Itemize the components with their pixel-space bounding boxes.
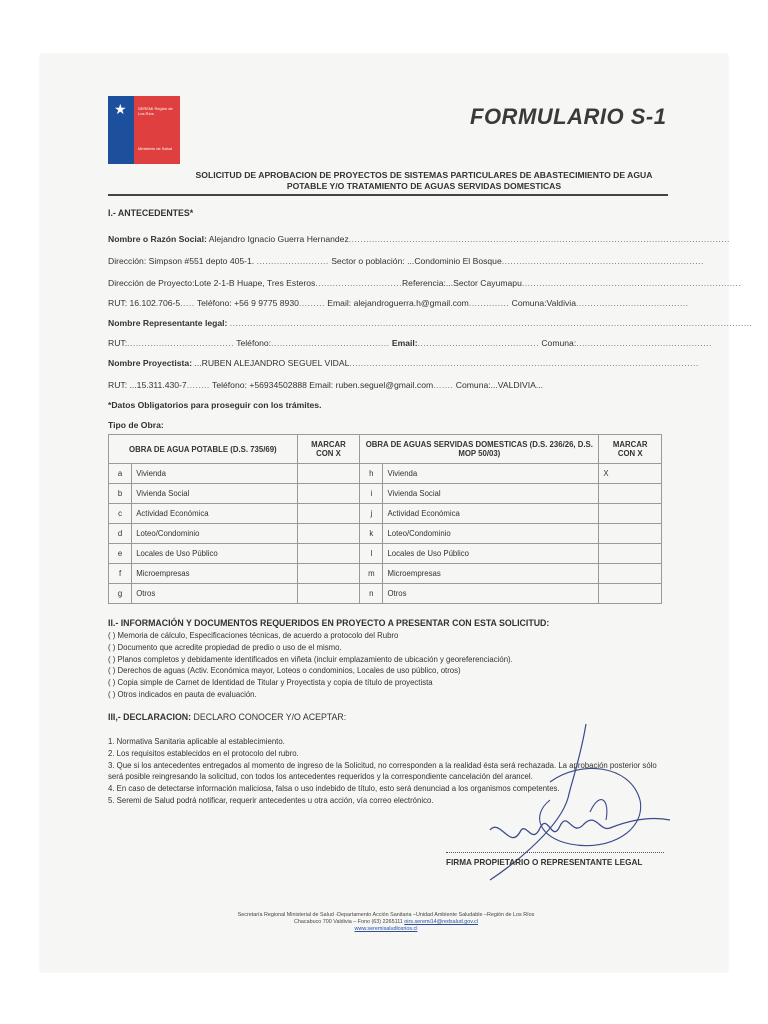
mark-cell[interactable] — [297, 584, 360, 604]
row-letter: i — [360, 484, 383, 504]
header-agua-potable: OBRA DE AGUA POTABLE (D.S. 735/69) — [109, 435, 298, 464]
signature-line — [446, 852, 664, 853]
telefono-label: Teléfono: — [196, 298, 232, 308]
sector-value: ...Condominio El Bosque — [407, 256, 502, 266]
declaration-item: 1. Normativa Sanitaria aplicable al establecimiento. — [108, 737, 285, 746]
table-row — [109, 504, 662, 524]
proy-email-value: ruben.seguel@gmail.com — [335, 380, 434, 390]
row-letter: k — [360, 524, 383, 544]
row-description: Vivienda — [132, 464, 297, 484]
logo-brand-text: SEREMI Región de Los Ríos — [138, 106, 173, 116]
proy-rut-label: RUT: — [108, 380, 128, 390]
mark-cell[interactable] — [599, 564, 662, 584]
proy-telefono-label: Teléfono: — [212, 380, 247, 390]
row-description: Microempresas — [132, 564, 297, 584]
representante-label: Nombre Representante legal: — [108, 318, 228, 328]
requirement-item: ( ) Planos completos y debidamente identificados en viñeta (incluir emplazamiento de ubicación y georeferenciación). — [108, 654, 513, 664]
row-letter: g — [109, 584, 132, 604]
section2-heading: II.- INFORMACIÓN Y DOCUMENTOS REQUERIDOS EN PROYECTO A PRESENTAR CON ESTA SOLICITUD: — [108, 618, 550, 628]
table-row — [109, 544, 662, 564]
table-header-row — [109, 435, 662, 464]
mark-cell[interactable] — [297, 504, 360, 524]
declaration-item: 2. Los requisitos establecidos en el protocolo del rubro. — [108, 748, 299, 758]
declaration-item: 3. Que si los antecedentes entregados al momento de ingreso de la Solicitud, no corresponden a la realidad ésta será rechazada. La aprobación posterior sólo será posible reingresando la solicitud, con todos los antecedentes requeridos y la correspondiente cancelación del arancel. — [108, 760, 657, 782]
mark-cell[interactable]: X — [599, 464, 662, 484]
rep-email-label: Email: — [391, 338, 418, 348]
dirproyecto-value: Lote 2-1-B Huape, Tres Esteros — [194, 278, 316, 288]
email-value: alejandroguerra.h@gmail.com — [353, 298, 469, 308]
requirement-item: ( ) Documento que acredite propiedad de predio o uso de el mismo. — [108, 642, 342, 652]
row-description: Locales de Uso Público — [383, 544, 599, 564]
proy-telefono-value: +56934502888 — [249, 380, 307, 390]
mark-cell[interactable] — [297, 564, 360, 584]
row-letter: a — [109, 464, 132, 484]
header-marcar-right: MARCAR CON X — [599, 435, 662, 464]
section3-heading — [108, 712, 346, 722]
table-row — [109, 524, 662, 544]
page-footer — [176, 912, 596, 933]
representante-row: Nombre Representante legal: ..................................................................................................................................................................................... — [108, 318, 753, 328]
proy-rut-value: ...15.311.430-7 — [129, 380, 187, 390]
declaration-item: 5. Seremi de Salud podrá notificar, requerir antecedentes u otra acción, vía correo electrónico. — [108, 795, 434, 805]
table-row — [109, 464, 662, 484]
mark-cell[interactable] — [297, 524, 360, 544]
mark-cell[interactable] — [599, 484, 662, 504]
section3-heading-bold: III,- DECLARACION: — [108, 712, 192, 722]
requirement-item: ( ) Derechos de aguas (Activ. Económica mayor, Loteos o condominios, Locales de uso público, otros) — [108, 666, 461, 676]
row-description: Microempresas — [383, 564, 599, 584]
direccion-value: Simpson #551 depto 405-1. — [148, 256, 255, 266]
footer-line2: Chacabuco 700 Valdivia – Fono (63) 2265111 — [294, 919, 405, 925]
footer-website-link[interactable]: www.seremisaludlosrios.cl — [354, 926, 418, 932]
row-letter: m — [360, 564, 383, 584]
rep-rut-label: RUT: — [108, 338, 128, 348]
mark-cell[interactable] — [599, 584, 662, 604]
row-letter: e — [109, 544, 132, 564]
telefono-value: +56 9 9775 8930 — [234, 298, 299, 308]
referencia-label: Referencia: — [401, 278, 446, 288]
sector-label: Sector o población: — [331, 256, 405, 266]
row-description: Actividad Económica — [132, 504, 297, 524]
direccion-label: Dirección: — [108, 256, 147, 266]
nombre-label: Nombre o Razón Social: — [108, 234, 207, 244]
comuna-label: Comuna: — [511, 298, 547, 308]
proy-comuna-label: Comuna: — [455, 380, 491, 390]
rep-telefono-label: Teléfono: — [236, 338, 272, 348]
table-row — [109, 484, 662, 504]
proyectista-label: Nombre Proyectista: — [108, 358, 193, 368]
mark-cell[interactable] — [297, 464, 360, 484]
comuna-value: Valdivia — [546, 298, 576, 308]
logo-red-band — [134, 96, 180, 164]
star-icon: ★ — [114, 101, 127, 117]
mandatory-note: *Datos Obligatorios para proseguir con los trámites. — [108, 400, 322, 410]
row-letter: j — [360, 504, 383, 524]
dirproyecto-label: Dirección de Proyecto: — [108, 278, 195, 288]
row-description: Locales de Uso Público — [132, 544, 297, 564]
header-marcar-left: MARCAR CON X — [297, 435, 360, 464]
form-title: FORMULARIO S-1 — [470, 104, 667, 129]
row-letter: b — [109, 484, 132, 504]
mark-cell[interactable] — [599, 524, 662, 544]
tipo-obra-table — [108, 434, 662, 604]
rep-comuna-label: Comuna: — [541, 338, 577, 348]
mark-cell[interactable] — [599, 504, 662, 524]
rut-value: 16.102.706-5 — [129, 298, 181, 308]
table-row — [109, 564, 662, 584]
rut-label: RUT: — [108, 298, 128, 308]
mark-cell[interactable] — [297, 544, 360, 564]
section2-list — [108, 630, 668, 701]
row-letter: c — [109, 504, 132, 524]
footer-line1: Secretaría Regional Ministerial de Salud -Departamento Acción Sanitaria –Unidad Ambiente Saludable –Región de Los Ríos — [237, 912, 535, 918]
requirement-item: ( ) Memoria de cálculo, Especificaciones técnicas, de acuerdo a protocolo del Rubro — [108, 631, 399, 640]
email-label: Email: — [327, 298, 352, 308]
requirement-item: ( ) Copia simple de Carnet de Identidad de Titular y Proyectista y copia de título de proyectista — [108, 678, 433, 688]
mark-cell[interactable] — [599, 544, 662, 564]
row-description: Vivienda Social — [383, 484, 599, 504]
row-letter: l — [360, 544, 383, 564]
row-description: Vivienda Social — [132, 484, 297, 504]
requirement-item: ( ) Otros indicados en pauta de evaluación. — [108, 689, 257, 699]
row-description: Loteo/Condominio — [132, 524, 297, 544]
form-subtitle: SOLICITUD DE APROBACION DE PROYECTOS DE SISTEMAS PARTICULARES DE ABASTECIMIENTO DE AGUA POTABLE Y/O TRATAMIENTO DE AGUAS SERVIDAS DOMESTICAS — [195, 170, 653, 191]
row-letter: d — [109, 524, 132, 544]
row-letter: f — [109, 564, 132, 584]
row-description: Otros — [132, 584, 297, 604]
logo-ministry-text: Ministerio de Salud — [138, 146, 173, 151]
proyectista-value: ...RUBEN ALEJANDRO SEGUEL VIDAL — [194, 358, 350, 368]
header-aguas-servidas: OBRA DE AGUAS SERVIDAS DOMESTICAS (D.S. 236/26, D.S. MOP 50/03) — [360, 435, 599, 464]
nombre-row: Nombre o Razón Social: Alejandro Ignacio Guerra Hernandez.................................................................................................................................... — [108, 234, 730, 244]
seremi-logo — [108, 96, 180, 164]
representante-contacto-row: RUT:..................................... Teléfono:......................................... Email:.......................................... Comuna:............................................... — [108, 338, 712, 348]
signature-label: FIRMA PROPIETARIO O REPRESENTANTE LEGAL — [446, 858, 643, 867]
section3-heading-rest: DECLARO CONOCER Y/O ACEPTAR: — [191, 712, 347, 722]
mark-cell[interactable] — [297, 484, 360, 504]
proy-email-label: Email: — [309, 380, 334, 390]
table-row — [109, 584, 662, 604]
row-description: Actividad Económica — [383, 504, 599, 524]
proyectista-row: Nombre Proyectista: ...RUBEN ALEJANDRO SEGUEL VIDAL......................................................................................................................... — [108, 358, 699, 368]
proy-comuna-value: ...VALDIVIA... — [490, 380, 544, 390]
row-letter: n — [360, 584, 383, 604]
direccion-row: Dirección: Simpson #551 depto 405-1. ......................... Sector o población: ...Condominio El Bosque...................................................................... — [108, 256, 704, 266]
declaration-item: 4. En caso de detectarse información maliciosa, falsa o uso indebido de título, esto será denunciad a los organismos competentes. — [108, 784, 560, 794]
footer-email-link[interactable]: oirs.seremi14@redsalud.gov.cl — [404, 919, 478, 925]
row-description: Vivienda — [383, 464, 599, 484]
logo-blue-band — [108, 96, 134, 164]
section1-heading: I.- ANTECEDENTES* — [108, 208, 194, 218]
nombre-value: Alejandro Ignacio Guerra Hernandez — [208, 234, 349, 244]
row-description: Otros — [383, 584, 599, 604]
row-description: Loteo/Condominio — [383, 524, 599, 544]
proyectista-contacto-row: RUT: ...15.311.430-7........ Teléfono: +56934502888 Email: ruben.seguel@gmail.com....... Comuna:...VALDIVIA... — [108, 380, 544, 390]
tipo-obra-label: Tipo de Obra: — [108, 420, 164, 430]
header-divider — [108, 194, 668, 196]
referencia-value: ...Sector Cayumapu — [445, 278, 522, 288]
direccion-proyecto-row: Dirección de Proyecto:Lote 2-1-B Huape, Tres Esteros..............................Referencia:...Sector Cayumapu............................................................................ — [108, 278, 742, 288]
rut-row: RUT: 16.102.706-5..... Teléfono: +56 9 9775 8930......... Email: alejandroguerra.h@gmail.com.............. Comuna:Valdivia....................................... — [108, 298, 689, 308]
row-letter: h — [360, 464, 383, 484]
